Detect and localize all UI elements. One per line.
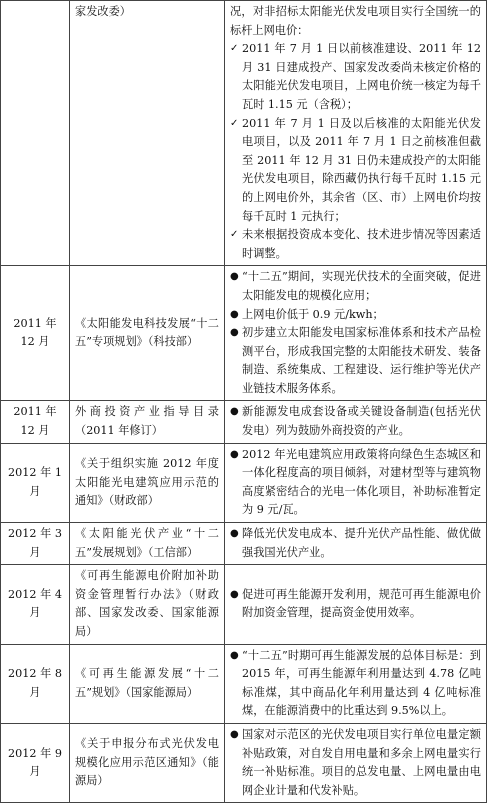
policy-table-body	[1, 1, 487, 803]
content-item-text: “十二五”时期可再生能源发展的总体目标是：到 2015 年，可再生能源年利用量达到 4.78 亿吨标准煤，其中商品化年利用量达到 4 亿吨标准煤，在能源消费中的比重达到 9.5%以上。	[242, 648, 481, 718]
checkmark-icon: ✓	[230, 229, 239, 241]
row-document-title: 《关于组织实施 2012 年度太阳能光电建筑应用示范的通知》（财政部）	[70, 443, 225, 522]
bullet-icon: ●	[230, 406, 239, 418]
row-content	[225, 644, 487, 723]
content-item-text: 初步建立太阳能发电国家标准体系和技术产品检测平台，形成我国完整的太阳能技术研发、装备制造、系统集成、工程建设、运行维护等光伏产业链技术服务体系。	[242, 326, 481, 395]
row-date	[1, 1, 70, 266]
row-content	[225, 401, 487, 443]
table-row	[1, 1, 487, 266]
content-item	[230, 446, 481, 520]
content-item	[230, 40, 481, 114]
checkmark-icon: ✓	[230, 117, 239, 129]
row-content	[225, 523, 487, 565]
content-item	[230, 268, 481, 305]
content-item-text: 新能源发电成套设备或关键设备制造(包括光伏发电）列为鼓励外商投资的产业。	[242, 405, 481, 438]
content-item	[230, 324, 481, 398]
bullet-icon: ●	[230, 649, 239, 661]
content-item	[230, 586, 481, 623]
bullet-icon: ●	[230, 308, 239, 320]
table-row	[1, 401, 487, 443]
table-row	[1, 723, 487, 802]
content-item-text: 未来根据投资成本变化、技术进步情况等因素适时调整。	[242, 228, 481, 260]
row-date: 2012 年 3 月	[1, 523, 70, 565]
row-content	[225, 266, 487, 401]
bullet-icon: ●	[230, 327, 239, 339]
content-item-text: 促进可再生能源开发利用，规范可再生能源电价附加资金管理，提高资金使用效率。	[242, 587, 481, 620]
row-document-title: 《关于申报分布式光伏发电规模化应用示范区通知》（能源局）	[70, 723, 225, 802]
content-item	[230, 403, 481, 440]
table-row	[1, 644, 487, 723]
bullet-icon: ●	[230, 728, 239, 740]
table-row	[1, 565, 487, 644]
row-content	[225, 1, 487, 266]
content-item-text: 2012 年光电建筑应用政策将向绿色生态城区和一体化程度高的项目倾斜，对建材型等与建筑物高度紧密结合的光电一体化项目，补助标准暂定为 9 元/瓦。	[242, 447, 481, 517]
content-item-text: 2011 年 7 月 1 日以前核准建设、2011 年 12 月 31 日建成投产、国家发改委尚未核定价格的太阳能光伏发电项目，上网电价统一核定为每千瓦时 1.15 元（含税）；	[242, 42, 481, 111]
content-item-text: 国家对示范区的光伏发电项目实行单位电量定额补贴政策，对自发自用电量和多余上网电量实行统一补贴标准。项目的总发电量、上网电量由电网企业计量和代发补贴。	[242, 727, 481, 797]
content-item	[230, 306, 481, 325]
content-item	[230, 726, 481, 800]
row-date: 2012 年 8 月	[1, 644, 70, 723]
content-item-text: 上网电价低于 0.9 元/kwh；	[242, 307, 384, 321]
bullet-icon: ●	[230, 528, 239, 540]
row-content	[225, 443, 487, 522]
row-date: 2012 年 4 月	[1, 565, 70, 644]
table-row	[1, 443, 487, 522]
content-item-text: “十二五”期间，实现光伏技术的全面突破，促进太阳能发电的规模化应用；	[242, 270, 481, 302]
content-item	[230, 115, 481, 227]
row-date: 2012 年 9 月	[1, 723, 70, 802]
row-document-title: 外商投资产业指导目录（2011 年修订）	[70, 401, 225, 443]
row-document-title: 《太阳能光伏产业“十二五”发展规划》（工信部）	[70, 523, 225, 565]
row-document-title: 《可再生能源发展“十二五”规划》（国家能源局）	[70, 644, 225, 723]
row-content	[225, 565, 487, 644]
content-item-text: 降低光伏发电成本、提升光伏产品性能、做优做强我国光伏产业。	[242, 527, 481, 559]
row-document-title: 《太阳能发电科技发展“十二五”专项规划》（科技部）	[70, 266, 225, 401]
row-content	[225, 723, 487, 802]
bullet-icon: ●	[230, 448, 239, 460]
row-document-title: 《可再生能源电价附加补助资金管理暂行办法》（财政部、国家发改委、国家能源局）	[70, 565, 225, 644]
content-item	[230, 647, 481, 721]
bullet-icon: ●	[230, 271, 239, 283]
row-document-title: 家发改委）	[70, 1, 225, 266]
content-item	[230, 226, 481, 263]
bullet-icon: ●	[230, 588, 239, 600]
row-date: 2011 年 12 月	[1, 401, 70, 443]
table-row	[1, 523, 487, 565]
row-date: 2011 年 12 月	[1, 266, 70, 401]
content-item-text: 2011 年 7 月 1 日及以后核准的太阳能光伏发电项目，以及 2011 年 7 月 1 日之前核准但截至 2011 年 12 月 31 日仍未建成投产的太阳能光伏发电项目，除西藏仍执行每千瓦时 1.15 元的上网电价外，其余省（区、市）上网电价均按每千瓦时 1 元执行；	[242, 116, 481, 223]
row-date: 2012 年 1 月	[1, 443, 70, 522]
checkmark-icon: ✓	[230, 43, 239, 55]
table-row	[1, 266, 487, 401]
content-item	[230, 525, 481, 562]
content-intro: 况，对非招标太阳能光伏发电项目实行全国统一的标杆上网电价：	[230, 5, 481, 37]
